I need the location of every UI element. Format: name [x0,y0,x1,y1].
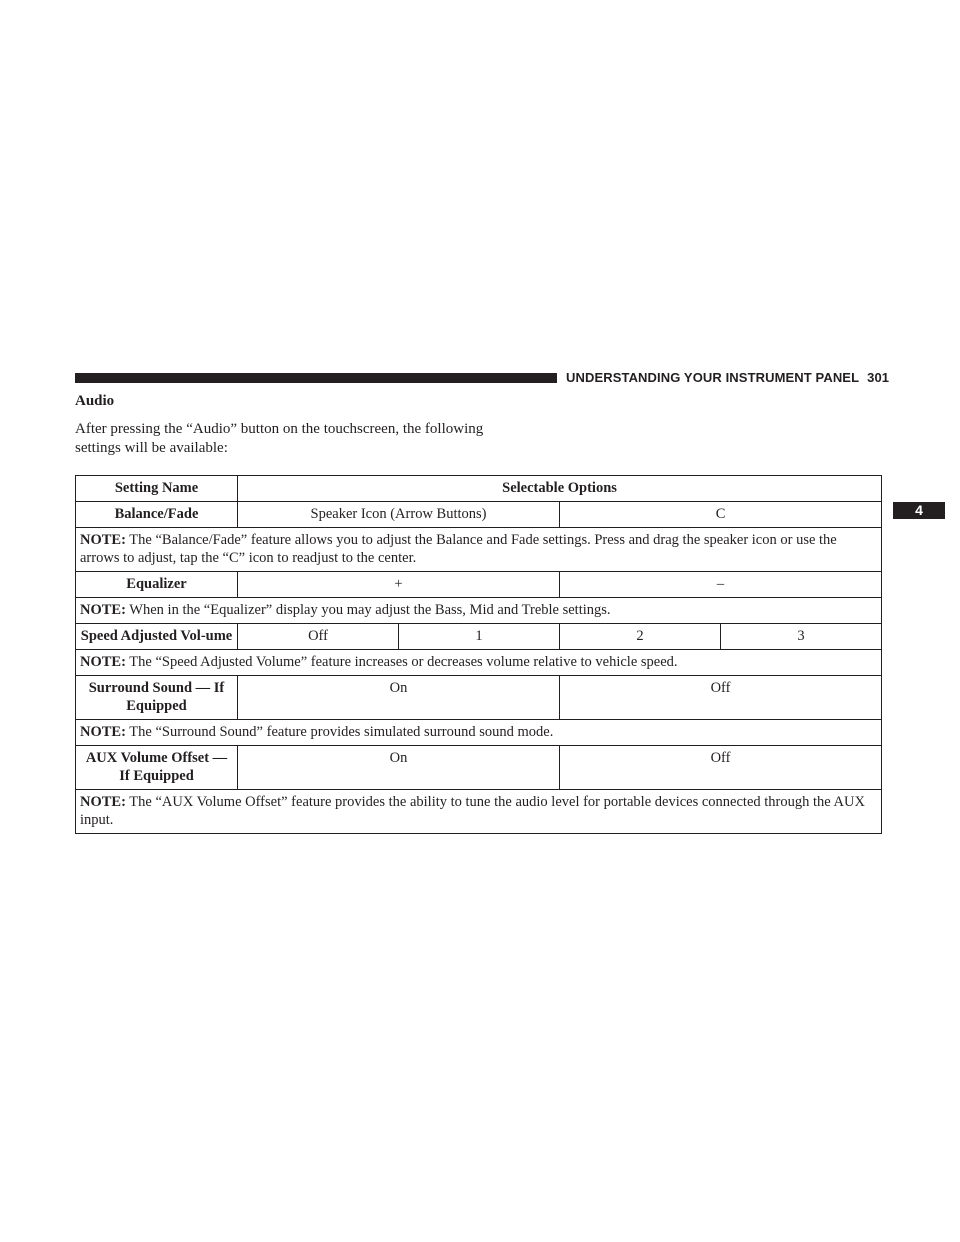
header-setting-name: Setting Name [76,476,238,502]
note-text: The “AUX Volume Offset” feature provides the ability to tune the audio level for portable devices connected through the AUX input. [80,794,865,828]
setting-name-balance-fade: Balance/Fade [76,502,238,528]
option-cell: On [238,676,560,720]
table-row [76,624,882,650]
intro-paragraph: After pressing the “Audio” button on the touchscreen, the following settings will be available: [75,421,484,456]
note-text: When in the “Equalizer” display you may adjust the Bass, Mid and Treble settings. [129,602,611,618]
note-row [76,720,882,746]
note-label: NOTE: [80,724,126,740]
option-cell: On [238,746,560,790]
header-selectable-options: Selectable Options [238,476,882,502]
option-cell: 2 [560,624,721,650]
audio-settings-table [75,475,882,834]
setting-name-aux-volume-offset: AUX Volume Offset — If Equipped [76,746,238,790]
table-row [76,502,882,528]
note-text: The “Surround Sound” feature provides simulated surround sound mode. [129,724,554,740]
section-heading: Audio [75,393,115,409]
note-text: The “Balance/Fade” feature allows you to adjust the Balance and Fade settings. Press and drag the speaker icon or use the arrows to adjust, tap the “C” icon to readjust to the center. [80,532,837,566]
note-row [76,598,882,624]
table-row [76,676,882,720]
setting-name-speed-adjusted-volume: Speed Adjusted Vol-ume [76,624,238,650]
option-cell: C [560,502,882,528]
note-cell [76,790,882,834]
option-cell: Off [560,676,882,720]
header-rule-bar [75,373,557,383]
option-cell: Speaker Icon (Arrow Buttons) [238,502,560,528]
table-row [76,746,882,790]
note-row [76,790,882,834]
running-header-title: UNDERSTANDING YOUR INSTRUMENT PANEL [566,370,860,385]
note-cell [76,598,882,624]
option-cell: 1 [399,624,560,650]
note-row [76,528,882,572]
note-cell [76,650,882,676]
option-cell: Off [560,746,882,790]
option-cell: – [560,572,882,598]
option-cell: + [238,572,560,598]
note-row [76,650,882,676]
option-cell: Off [238,624,399,650]
option-cell: 3 [721,624,882,650]
note-text: The “Speed Adjusted Volume” feature increases or decreases volume relative to vehicle speed. [129,654,678,670]
table-header-row [76,476,882,502]
note-label: NOTE: [80,794,126,810]
chapter-tab: 4 [893,502,945,519]
note-label: NOTE: [80,532,126,548]
running-header [566,370,889,385]
page-number: 301 [867,370,890,385]
note-cell [76,528,882,572]
note-label: NOTE: [80,654,126,670]
note-cell [76,720,882,746]
note-label: NOTE: [80,602,126,618]
setting-name-equalizer: Equalizer [76,572,238,598]
setting-name-surround-sound: Surround Sound — If Equipped [76,676,238,720]
table-row [76,572,882,598]
